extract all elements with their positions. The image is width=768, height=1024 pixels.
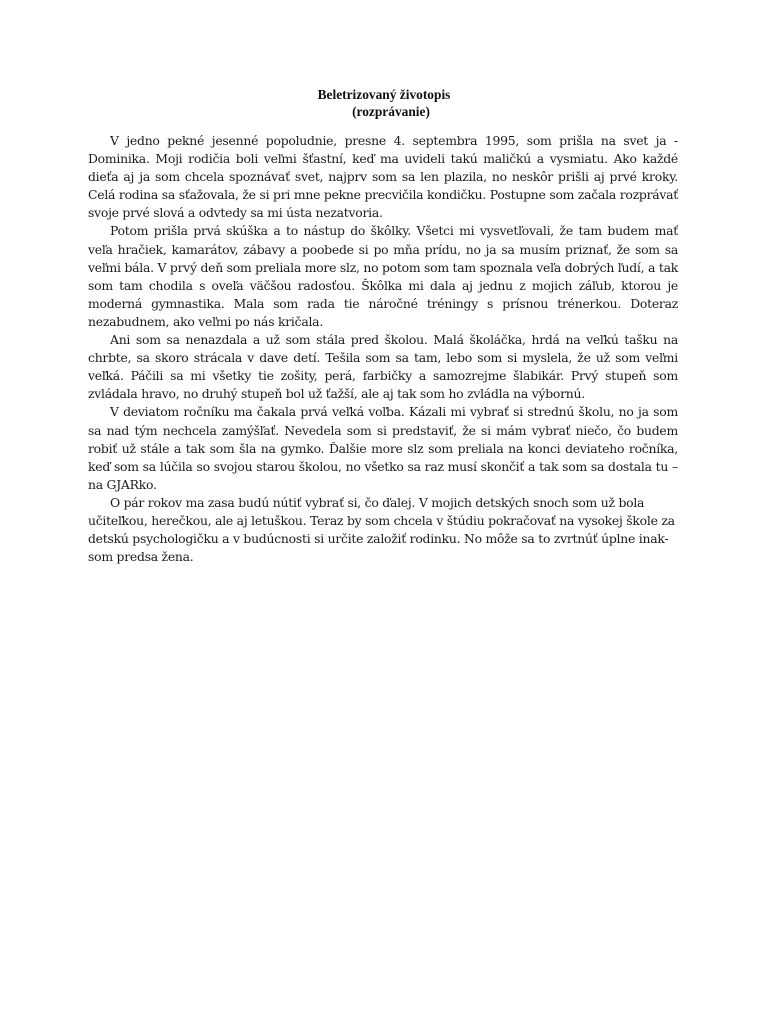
title-block <box>0 86 768 120</box>
paragraph-school: Ani som sa nenazdala a už som stála pred školou. Malá školáčka, hrdá na veľkú tašku na chrbte, sa skoro strácala v dave detí. Tešila som sa tam, lebo som si myslela, že už som veľmi veľká. Páčili sa mi všetky tie zošity, perá, farbičky a samozrejme šlabikár. Prvý stupeň som zvládala hravo, no druhý stupeň bol už ťažší, ale aj tak som ho zvládla na výbornú. <box>88 332 678 402</box>
document-subtitle: (rozprávanie) <box>352 104 430 119</box>
document-body <box>88 132 678 566</box>
paragraph-future: O pár rokov ma zasa budú nútiť vybrať si, čo ďalej. V mojich detských snoch som už bola učiteľkou, herečkou, ale aj letuškou. Teraz by som chcela v štúdiu pokračovať na vysokej škole za detskú psychologičku a v budúcnosti si určite založiť rodinku. No môže sa to zvrtnúť úplne inak- som predsa žena. <box>88 494 675 565</box>
paragraph-birth: V jedno pekné jesenné popoludnie, presne 4. septembra 1995, som prišla na svet ja - Dominika. Moji rodičia boli veľmi šťastní, keď ma uvideli takú maličkú a vysmiatu. Ako každé dieťa aj ja som chcela spoznávať svet, najprv som sa len plazila, no neskôr prišli aj prvé kroky. Celá rodina sa sťažovala, že si pri mne pekne precvičila kondičku. Postupne som začala rozprávať svoje prvé slová a odvtedy sa mi ústa nezatvoria. <box>88 133 678 221</box>
paragraph-ninth-grade: V deviatom ročníku ma čakala prvá veľká voľba. Kázali mi vybrať si strednú školu, no ja som sa nad tým nechcela zamýšľať. Nevedela som si predstaviť, že si mám vybrať niečo, čo budem robiť už stále a tak som šla na gymko. Ďalšie more slz som preliala na konci deviateho ročníka, keď som sa lúčila so svojou starou školou, no všetko sa raz musí skončiť a tak som sa dostala tu – na GJARko. <box>88 404 678 492</box>
paragraph-kindergarten: Potom prišla prvá skúška a to nástup do škôlky. Všetci mi vysvetľovali, že tam budem mať veľa hračiek, kamarátov, zábavy a poobede si po mňa prídu, no ja sa musím priznať, že som sa veľmi bála. V prvý deň som preliala more slz, no potom som tam spoznala veľa dobrých ľudí, a tak som tam chodila s oveľa väčšou radosťou. Škôlka mi dala aj jednu z mojich záľub, ktorou je moderná gymnastika. Mala som rada tie náročné tréningy s prísnou trénerkou. Doteraz nezabudnem, ako veľmi po nás kričala. <box>88 223 678 329</box>
document-title: Beletrizovaný životopis <box>317 87 451 102</box>
